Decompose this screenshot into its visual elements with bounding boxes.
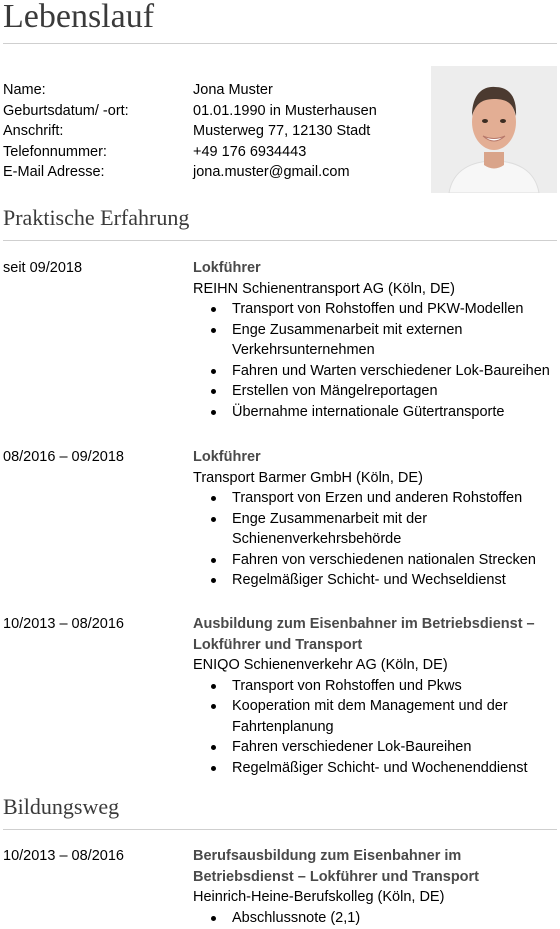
label-email: E-Mail Adresse: [3,164,105,180]
entry-bullets [193,299,557,422]
list-item: Erstellen von Mängelreportagen [193,381,557,402]
list-item: Fahren verschiedener Lok-Baureihen [193,737,557,758]
page-title: Lebenslauf [3,0,155,35]
value-email: jona.muster@gmail.com [193,164,350,180]
label-birth: Geburtsdatum/ -ort: [3,102,129,119]
value-phone: +49 176 6934443 [193,143,307,160]
list-item: Enge Zusammenarbeit mit der Schienenverkehrsbehörde [193,509,557,550]
profile-photo [431,66,557,193]
entry-bullets [193,676,557,779]
divider [3,829,557,830]
entry-role: Ausbildung zum Eisenbahner im Betriebsdienst – Lokführer und Transport [193,616,535,653]
section-title-education: Bildungsweg [3,794,120,819]
entry-bullets [193,908,557,929]
profile-photo-illustration [431,66,557,193]
divider [3,43,557,44]
list-item: Regelmäßiger Schicht- und Wochenenddienst [193,758,557,779]
list-item: Transport von Erzen und anderen Rohstoffen [193,488,557,509]
value-birth: 01.01.1990 in Musterhausen [193,102,377,119]
list-item: Fahren und Warten verschiedener Lok-Baureihen [193,361,557,382]
entry-bullets [193,488,557,591]
entry-role: Lokführer [193,260,261,276]
list-item: Kooperation mit dem Management und der Fahrtenplanung [193,696,557,737]
list-item: Regelmäßiger Schicht- und Wechseldienst [193,570,557,591]
entry-period: 10/2013 – 08/2016 [3,616,124,632]
entry-company: ENIQO Schienenverkehr AG (Köln, DE) [193,657,448,673]
list-item: Fahren von verschiedenen nationalen Strecken [193,550,557,571]
list-item: Abschlussnote (2,1) [193,908,557,929]
label-phone: Telefonnummer: [3,143,107,160]
entry-company: REIHN Schienentransport AG (Köln, DE) [193,280,455,297]
divider [3,240,557,241]
list-item: Transport von Rohstoffen und PKW-Modellen [193,299,557,320]
entry-company: Heinrich-Heine-Berufskolleg (Köln, DE) [193,889,445,905]
entry-role: Lokführer [193,449,261,465]
entry-company: Transport Barmer GmbH (Köln, DE) [193,469,423,486]
value-address: Musterweg 77, 12130 Stadt [193,123,371,139]
entry-role: Berufsausbildung zum Eisenbahner im Betriebsdienst – Lokführer und Transport [193,848,480,885]
label-name: Name: [3,82,46,98]
list-item: Enge Zusammenarbeit mit externen Verkehrsunternehmen [193,320,557,361]
section-title-experience: Praktische Erfahrung [3,205,190,230]
entry-period: 08/2016 – 09/2018 [3,449,124,465]
entry-period: 10/2013 – 08/2016 [3,848,124,864]
value-name: Jona Muster [193,82,273,98]
entry-details [193,258,557,422]
entry-details [193,447,557,591]
entry-details [193,846,557,928]
entry-period: seit 09/2018 [3,260,83,276]
label-address: Anschrift: [3,123,64,139]
entry-details [193,614,557,778]
list-item: Transport von Rohstoffen und Pkws [193,676,557,697]
list-item: Übernahme internationale Gütertransporte [193,402,557,423]
